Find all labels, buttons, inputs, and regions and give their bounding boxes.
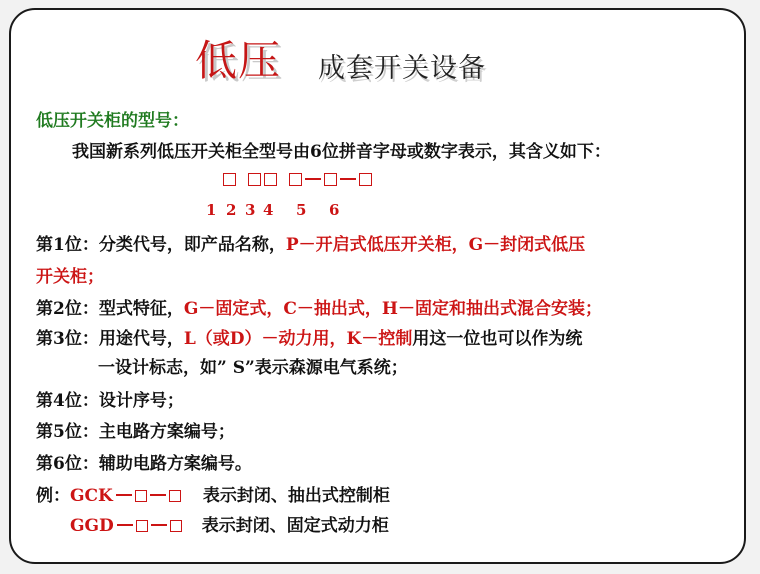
intro-text: 我国新系列低压开关柜全型号由6位拼音字母或数字表示，其含义如下： [72,142,611,162]
code-dash [117,524,133,526]
pos3-label: 第3位：用途代号， [36,329,184,349]
pos3-line [36,324,582,349]
code-box [324,173,337,186]
pos2-label: 第2位：型式特征， [36,299,184,319]
code-box [135,490,147,502]
example-code: GCK [70,486,113,506]
pos3-tail: 用这一位也可以作为统 [412,329,583,349]
pos3-line2: 一设计标志，如” S”表示森源电气系统； [98,358,408,378]
pos2-value: G－固定式，C－抽出式，H－固定和抽出式混合安装； [183,299,602,319]
heading: 低压开关柜的型号： [36,111,189,131]
code-box [264,173,277,186]
title-sub: 成套开关设备 [318,53,486,84]
example-1 [36,481,390,506]
code-box [248,173,261,186]
position-digit: 5 [296,201,307,219]
pos3-value: L（或D）－动力用，K－控制 [183,329,413,349]
code-box [169,490,181,502]
pos1-line [36,230,585,255]
pos1-value: P－开启式低压开关柜，G－封闭式低压 [285,235,586,255]
pos4-line: 第4位：设计序号； [36,391,184,411]
example-2 [70,511,389,536]
code-dash [340,178,356,180]
pos2-line [36,294,602,319]
position-digit: 6 [329,201,340,219]
code-pattern [223,170,372,189]
code-dash [116,494,132,496]
position-digit: 2 [226,201,237,219]
pos1-label: 第1位：分类代号，即产品名称， [36,235,286,255]
pos6-line: 第6位：辅助电路方案编号。 [36,454,252,474]
code-box [289,173,302,186]
title-main: 低压 [195,36,282,85]
code-dash [150,494,166,496]
code-box [223,173,236,186]
code-dash [305,178,321,180]
example-code: GGD [70,516,114,536]
code-box [359,173,372,186]
position-digit: 1 [206,201,217,219]
example-desc: 表示封闭、抽出式控制柜 [202,486,390,506]
pos5-line: 第5位：主电路方案编号； [36,422,235,442]
example-prefix: 例： [36,486,70,506]
code-dash [151,524,167,526]
position-digit: 4 [263,201,274,219]
position-digit: 3 [245,201,256,219]
code-box [170,520,182,532]
pos1-value-cont: 开关柜； [36,267,104,287]
example-desc: 表示封闭、固定式动力柜 [201,516,389,536]
code-box [136,520,148,532]
